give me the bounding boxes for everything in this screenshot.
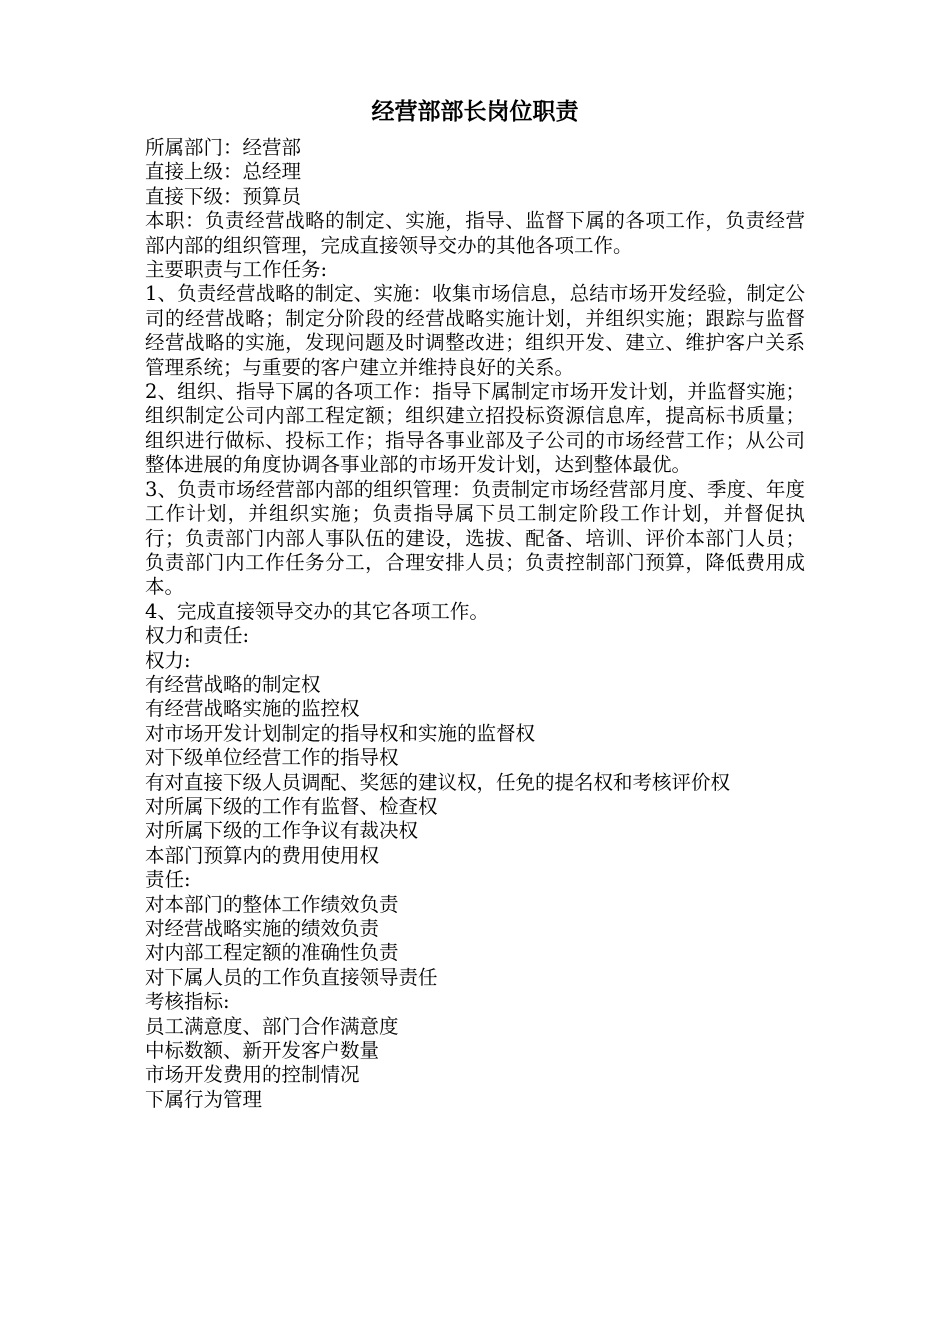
right-item: 对所属下级的工作有监督、检查权 (145, 794, 438, 818)
rights-heading: 权力: (145, 648, 191, 672)
document-body (145, 136, 825, 1112)
responsibility-item: 对本部门的整体工作绩效负责 (145, 892, 399, 916)
kpi-item: 员工满意度、部门合作满意度 (145, 1014, 399, 1038)
duty-item: 1、负责经营战略的制定、实施：收集市场信息，总结市场开发经验，制定公司的经营战略；制定分阶段的经营战略实施计划，并组织实施；跟踪与监督经营战略的实施，发现问题及时调整改进；组织开发、建立、维护客户关系管理系统；与重要的客户建立并维持良好的关系。 (145, 282, 805, 379)
duty-item: 4、完成直接领导交办的其它各项工作。 (145, 599, 489, 623)
main-duties-heading: 主要职责与工作任务: (145, 258, 328, 282)
right-item: 对市场开发计划制定的指导权和实施的监督权 (145, 721, 536, 745)
responsibilities-heading: 责任: (145, 868, 191, 892)
responsibility-item: 对经营战略实施的绩效负责 (145, 917, 380, 940)
right-item: 有对直接下级人员调配、奖惩的建议权，任免的提名权和考核评价权 (145, 770, 731, 794)
duty-item: 2、组织、指导下属的各项工作：指导下属制定市场开发计划，并监督实施；组织制定公司内部工程定额；组织建立招投标资源信息库，提高标书质量；组织进行做标、投标工作；指导各事业部及子公司的市场经营工作；从公司整体进展的角度协调各事业部的市场开发计划，达到整体最优。 (145, 380, 805, 477)
right-item: 对下级单位经营工作的指导权 (145, 746, 399, 770)
responsibility-item: 对下属人员的工作负直接领导责任 (145, 965, 438, 989)
responsibility-item: 对内部工程定额的准确性负责 (145, 941, 399, 965)
department-line: 所属部门：经营部 (145, 136, 302, 159)
right-item: 对所属下级的工作争议有裁决权 (145, 819, 419, 843)
rights-and-responsibilities-heading: 权力和责任: (145, 624, 250, 648)
document-title: 经营部部长岗位职责 (371, 99, 579, 125)
core-duty-paragraph: 本职：负责经营战略的制定、实施，指导、监督下属的各项工作，负责经营部内部的组织管理，完成直接领导交办的其他各项工作。 (145, 209, 805, 257)
kpi-item: 市场开发费用的控制情况 (145, 1063, 360, 1087)
document-page (145, 96, 825, 1112)
duty-item: 3、负责市场经营部内部的组织管理：负责制定市场经营部月度、季度、年度工作计划，并组织实施；负责指导属下员工制定阶段工作计划，并督促执行；负责部门内部人事队伍的建设，选拔、配备、培训、评价本部门人员；负责部门内工作任务分工，合理安排人员；负责控制部门预算，降低费用成本。 (145, 477, 805, 599)
right-item: 有经营战略的制定权 (145, 672, 321, 696)
right-item: 本部门预算内的费用使用权 (145, 843, 380, 867)
kpi-item: 中标数额、新开发客户数量 (145, 1039, 380, 1063)
direct-superior-line: 直接上级：总经理 (145, 160, 302, 184)
right-item: 有经营战略实施的监控权 (145, 697, 360, 721)
direct-subordinate-line: 直接下级：预算员 (145, 184, 302, 208)
kpi-item: 下属行为管理 (145, 1087, 263, 1111)
kpi-heading: 考核指标: (145, 990, 230, 1014)
